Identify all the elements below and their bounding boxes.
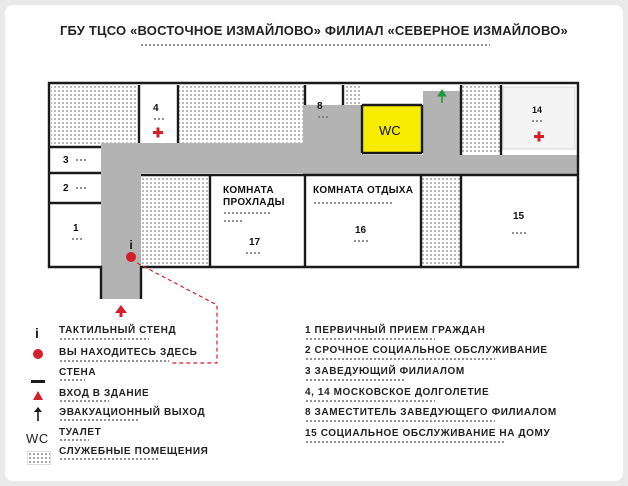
legend-you-are-here-icon [33,349,43,359]
braille-legend [305,337,435,342]
legend-symbol-tactile: i [35,325,40,341]
braille-legend [305,419,495,424]
room-16-label: 16 [355,225,367,236]
legend-room-8: 8 ЗАМЕСТИТЕЛЬ ЗАВЕДУЮЩЕГО ФИЛИАЛОМ [305,407,557,418]
legend [5,5,623,481]
braille-legend [59,418,139,423]
braille-legend [305,399,435,404]
legend-room-4-14: 4, 14 МОСКОВСКОЕ ДОЛГОЛЕТИЕ [305,387,490,398]
legend-wall-icon [31,380,45,383]
legend-label-entrance: ВХОД В ЗДАНИЕ [59,388,150,399]
legend-room-15: 15 СОЦИАЛЬНОЕ ОБСЛУЖИВАНИЕ НА ДОМУ [305,428,551,439]
rest-room-label: КОМНАТА ОТДЫХА [313,185,414,196]
legend-label-service: СЛУЖЕБНЫЕ ПОМЕЩЕНИЯ [59,446,209,457]
legend-label-toilet: ТУАЛЕТ [59,427,102,438]
room-15-label: 15 [513,211,525,222]
braille-legend [59,399,109,404]
room-3-label: 3 [63,155,69,166]
braille-legend [305,357,495,362]
plan-title: ГБУ ТЦСО «ВОСТОЧНОЕ ИЗМАЙЛОВО» ФИЛИАЛ «СЕВЕРНОЕ ИЗМАЙЛОВО» [59,23,568,38]
legend-evac-icon [32,407,44,421]
room-1-label: 1 [73,223,79,234]
legend-label-evac: ЭВАКУАЦИОННЫЙ ВЫХОД [59,407,206,418]
braille-legend [59,457,159,462]
braille-legend [305,378,405,383]
room-4-label: 4 [153,103,159,114]
legend-label-tactile: ТАКТИЛЬНЫЙ СТЕНД [59,325,177,336]
braille-legend [59,337,149,342]
legend-entrance-icon [32,389,44,401]
braille-legend [59,359,169,364]
braille-legend [59,438,89,443]
legend-service-icon [27,451,51,465]
wc-label: WC [379,123,401,138]
legend-room-3: 3 ЗАВЕДУЮЩИЙ ФИЛИАЛОМ [305,366,465,377]
braille-legend [305,440,505,445]
legend-room-2: 2 СРОЧНОЕ СОЦИАЛЬНОЕ ОБСЛУЖИВАНИЕ [305,345,548,356]
cool-room-label: КОМНАТА ПРОХЛАДЫ [223,185,285,208]
tactile-stand-marker: i [129,238,133,252]
tactile-plan-page [5,5,623,481]
legend-room-1: 1 ПЕРВИЧНЫЙ ПРИЕМ ГРАЖДАН [305,325,486,336]
room-14-label: 14 [532,105,543,115]
legend-label-here: ВЫ НАХОДИТЕСЬ ЗДЕСЬ [59,347,198,358]
legend-wc-symbol: WC [26,431,49,446]
braille-legend [59,378,85,383]
legend-label-wall: СТЕНА [59,367,97,378]
room-8-label: 8 [317,101,323,112]
room-17-label: 17 [249,237,261,248]
room-2-label: 2 [63,183,69,194]
